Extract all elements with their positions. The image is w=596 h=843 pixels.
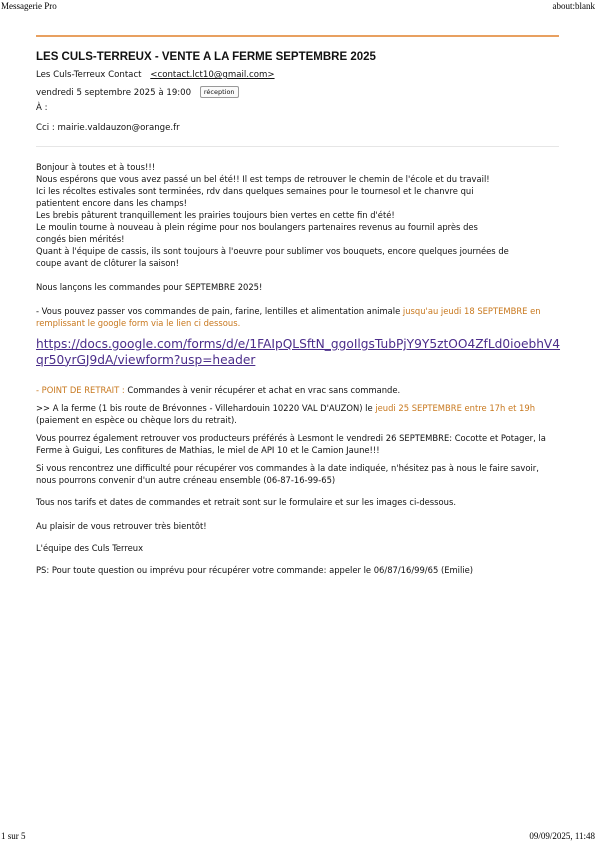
- farm-text: >> A la ferme (1 bis route de Brévonnes - Villehardouin 10220 VAL D'AUZON) le: [36, 403, 376, 413]
- email-to: À :: [36, 103, 48, 113]
- header-separator: [36, 146, 559, 147]
- pickup-label: - POINT DE RETRAIT :: [36, 385, 125, 395]
- farm-paragraph: [36, 402, 561, 426]
- sender-name: Les Culs-Terreux Contact: [36, 70, 142, 80]
- pickup-paragraph: [36, 384, 561, 396]
- email-subject: LES CULS-TERREUX - VENTE A LA FERME SEPTEMBRE 2025: [36, 51, 376, 63]
- intro-paragraph: Bonjour à toutes et à tous!!! Nous espérons que vous avez passé un bel été!! Il est temps de retrouver le chemin de l'école et du travail! Ici les récoltes estivales sont terminées, rdv dans quelques semaines pour le tournesol et le chanvre qui patientent encore dans les champs! Les brebis pâturent tranquillement les prairies toujours bien vertes en cette fin d'été! Le moulin tourne à nouveau à plein régime pour nos boulangers partenaires revenus au fournil après des congés bien mérités! Quant à l'équipe de cassis, ils sont toujours à l'oeuvre pour sublimer vos bouquets, encore quelques journées de coupe avant de clôturer la saison!: [36, 162, 509, 268]
- print-header-url: about:blank: [552, 1, 595, 11]
- email-body: [36, 161, 561, 576]
- ps-line: PS: Pour toute question ou imprévu pour récupérer votre commande: appeler le 06/87/16/99/65 (Emilie): [36, 565, 474, 575]
- pickup-text: Commandes à venir récupérer et achat en vrac sans commande.: [124, 385, 401, 395]
- folder-tag[interactable]: réception: [200, 86, 239, 98]
- email-from: [36, 70, 275, 80]
- email-date-row: [36, 86, 239, 98]
- signature-line: L'équipe des Culs Terreux: [36, 543, 144, 553]
- launch-line: Nous lançons les commandes pour SEPTEMBRE 2025!: [36, 282, 263, 292]
- page-counter: 1 sur 5: [1, 831, 26, 841]
- print-header: [0, 1, 596, 13]
- order-paragraph: [36, 305, 561, 329]
- closing-line: Au plaisir de vous retrouver très bientôt!: [36, 521, 207, 531]
- producers-paragraph: Vous pourrez également retrouver vos producteurs préférés à Lesmont le vendredi 26 SEPTEMBRE: Cocotte et Potager, la Ferme à Guigui, Les confitures de Mathias, le miel de API 10 et le Camion Jaune!!!: [36, 433, 546, 455]
- email-date: vendredi 5 septembre 2025 à 19:00: [36, 88, 192, 98]
- print-footer: [0, 831, 596, 843]
- farm-date: jeudi 25 SEPTEMBRE entre 17h et 19h: [375, 403, 536, 413]
- print-timestamp: 09/09/2025, 11:48: [529, 831, 595, 841]
- sender-address[interactable]: <contact.lct10@gmail.com>: [150, 70, 275, 80]
- farm-suffix: (paiement en espèce ou chèque lors du retrait).: [36, 415, 237, 425]
- tariffs-paragraph: Tous nos tarifs et dates de commandes et retrait sont sur le formulaire et sur les images ci-dessous.: [36, 497, 456, 507]
- order-text: - Vous pouvez passer vos commandes de pain, farine, lentilles et alimentation animale: [36, 306, 403, 316]
- order-deadline: jusqu'au jeudi 18 SEPTEMBRE en remplissant le google form via le lien ci dessous.: [36, 306, 541, 328]
- difficulty-paragraph: Si vous rencontrez une difficulté pour récupérer vos commandes à la date indiquée, n'hésitez pas à nous le faire savoir, nous pourrons convenir d'un autre créneau ensemble (06-87-16-99-65): [36, 463, 539, 485]
- print-header-title: Messagerie Pro: [1, 1, 57, 11]
- header-divider: [36, 35, 559, 37]
- email-cc: Cci : mairie.valdauzon@orange.fr: [36, 123, 180, 133]
- google-form-link[interactable]: https://docs.google.com/forms/d/e/1FAIpQLSftN_ggoIlgsTubPjY9Y5ztOO4ZfLd0ioebhV4qr50yrGJ9dA/viewform?usp=header: [36, 337, 561, 367]
